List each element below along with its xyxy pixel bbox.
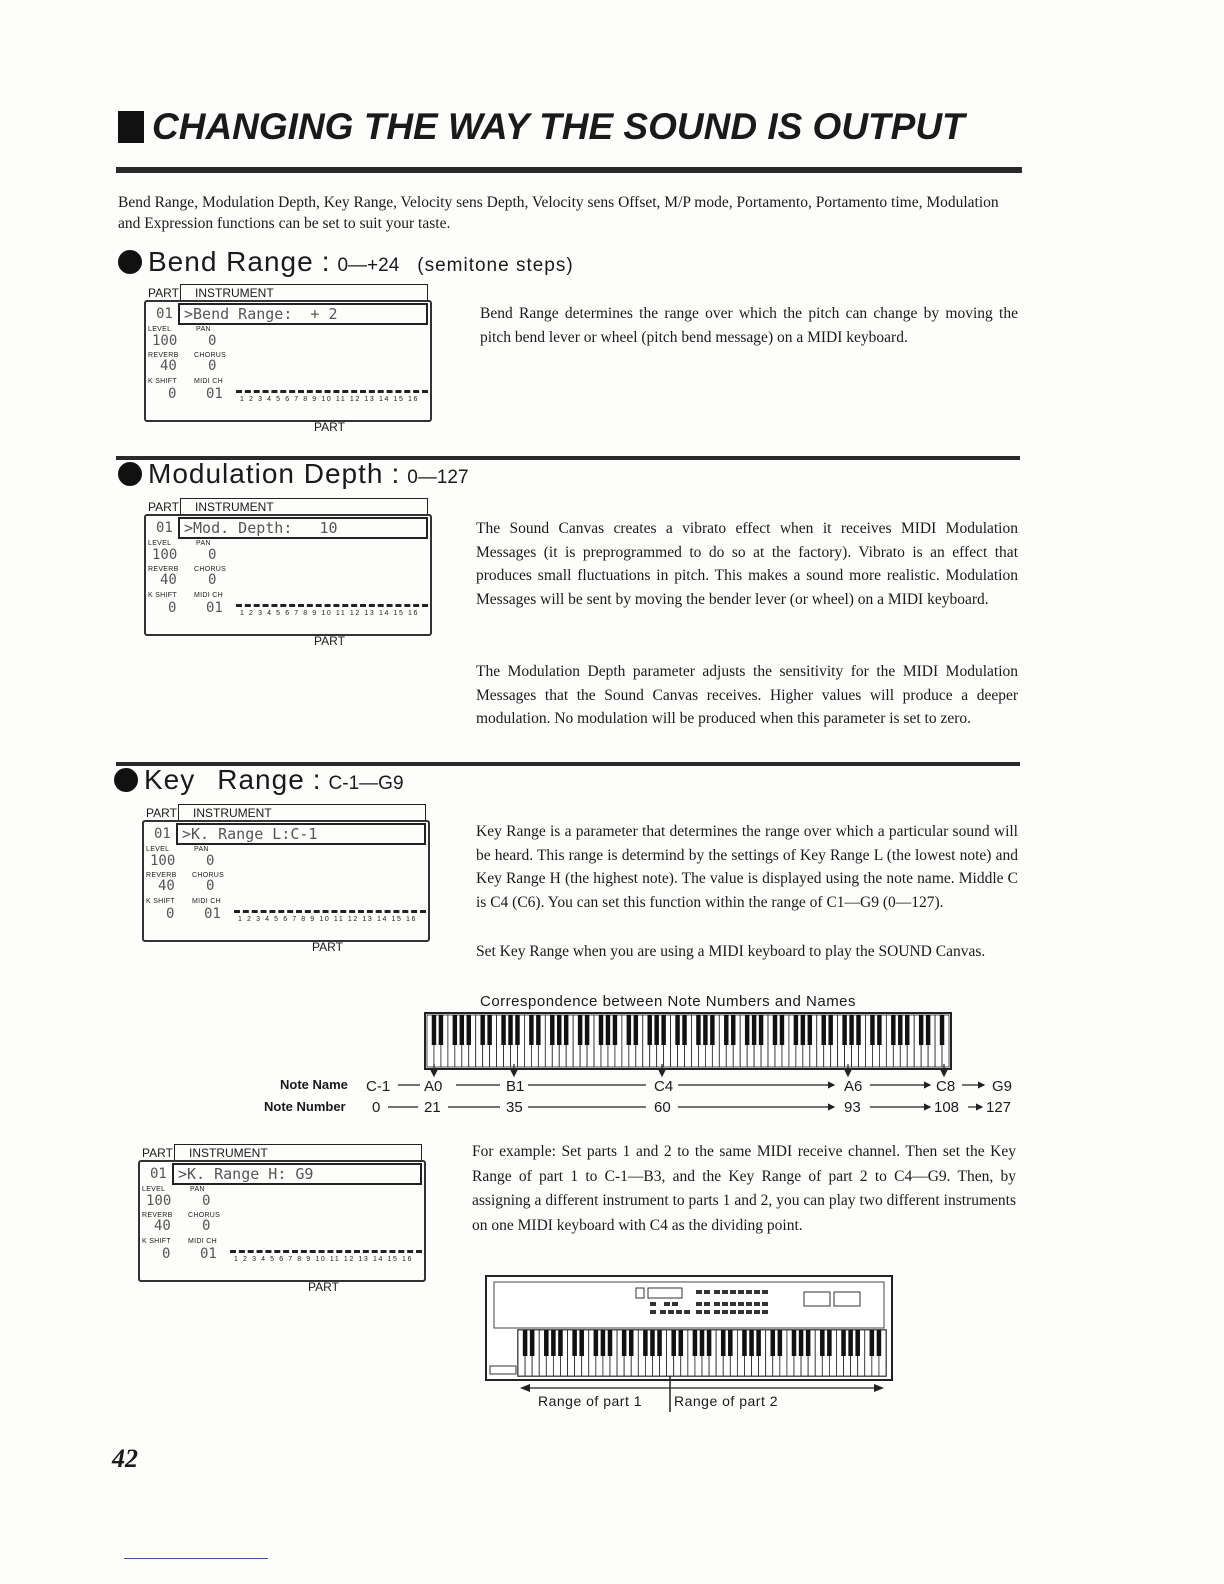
black-key (544, 1330, 549, 1356)
lcd-kshift-label: K SHIFT (148, 378, 177, 385)
section-range: 0—+24 (337, 255, 400, 276)
lcd-midich-label: MIDI CH (188, 1238, 217, 1245)
note-correspondence-arrows (360, 1062, 1020, 1122)
black-key (940, 1015, 944, 1045)
black-key (643, 1330, 648, 1356)
black-key (724, 1015, 728, 1045)
lcd-pan-label: PAN (194, 846, 209, 853)
black-key (657, 1330, 662, 1356)
black-key (453, 1015, 457, 1045)
lcd-display-key-range-low (142, 806, 432, 956)
black-key (742, 1330, 747, 1356)
lcd-part-digits: 1 2 3 4 5 6 7 8 9 10 11 12 13 14 15 16 (240, 396, 419, 403)
note-name-a6: A6 (844, 1078, 863, 1095)
black-key (679, 1330, 684, 1356)
black-key (926, 1015, 930, 1045)
section-range: 0—127 (407, 467, 469, 488)
black-key (432, 1015, 436, 1045)
note-number-35: 35 (506, 1099, 523, 1116)
lcd-kshift-value: 0 (168, 600, 177, 616)
black-key (905, 1015, 909, 1045)
footer-rule (124, 1558, 268, 1559)
lcd-part-meter (230, 1250, 422, 1253)
lcd-chorus-value: 0 (206, 878, 215, 894)
lcd-chorus-label: CHORUS (192, 872, 225, 879)
black-key (849, 1015, 853, 1045)
lcd-parameter-text: >K. Range L:C-1 (176, 823, 426, 845)
lcd-parameter-text: >K. Range H: G9 (172, 1163, 422, 1185)
lcd-level-value: 100 (150, 853, 176, 869)
lcd-part-digits: 1 2 3 4 5 6 7 8 9 10 11 12 13 14 15 16 (238, 916, 417, 923)
black-key (487, 1015, 491, 1045)
black-key (919, 1015, 923, 1045)
page-title (118, 106, 965, 148)
black-key (523, 1330, 528, 1356)
black-key (572, 1330, 577, 1356)
section-colon: : (312, 764, 321, 795)
black-key (891, 1015, 895, 1045)
black-key (828, 1015, 832, 1045)
black-key (654, 1015, 658, 1045)
range-part-2-label: Range of part 2 (674, 1393, 779, 1409)
black-key (564, 1015, 568, 1045)
black-key (530, 1330, 535, 1356)
black-key (613, 1015, 617, 1045)
black-key (877, 1330, 882, 1356)
note-number-21: 21 (424, 1099, 441, 1116)
note-number-127: 127 (986, 1099, 1012, 1116)
bullet-icon (118, 250, 142, 274)
note-number-108: 108 (934, 1099, 960, 1116)
black-key (508, 1015, 512, 1045)
black-key (821, 1015, 825, 1045)
black-key (856, 1015, 860, 1045)
black-key (536, 1015, 540, 1045)
lcd-kshift-value: 0 (168, 386, 177, 402)
lcd-kshift-label: K SHIFT (142, 1238, 171, 1245)
section-name: Key (144, 764, 196, 795)
black-key (693, 1330, 698, 1356)
key-range-heading (114, 764, 404, 796)
black-key (606, 1015, 610, 1045)
lcd-chorus-label: CHORUS (194, 566, 227, 573)
key-range-description: Key Range is a parameter that determines the range over which a particular sound will be heard. This range is determind by the settings of Key Range L (the lowest note) and Key Range H (the highest note). The value is displayed using the note name. Middle C is C4 (C6). You can set this function within the range of C1—G9 (0—127). (476, 823, 1018, 911)
black-key (728, 1330, 733, 1356)
bend-range-description: Bend Range determines the range over which the pitch can change by moving the pitch bend lever or wheel (pitch bend message) on a MIDI keyboard. (480, 305, 1018, 346)
lcd-parameter-text: >Bend Range: + 2 (178, 303, 428, 325)
black-key (529, 1015, 533, 1045)
title-text: CHANGING THE WAY THE SOUND IS OUTPUT (152, 106, 965, 147)
lcd-pan-label: PAN (196, 540, 211, 547)
lcd-reverb-label: REVERB (148, 352, 179, 359)
lcd-reverb-value: 40 (158, 878, 175, 894)
key-range-description-b: Set Key Range when you are using a MIDI keyboard to play the SOUND Canvas. (476, 943, 986, 960)
lcd-kshift-value: 0 (166, 906, 175, 922)
lcd-part-number: 01 (154, 826, 171, 842)
black-key (756, 1330, 761, 1356)
black-key (439, 1015, 443, 1045)
note-name-c4: C4 (654, 1078, 674, 1095)
bullet-icon (114, 768, 138, 792)
black-key (515, 1015, 519, 1045)
black-key (745, 1015, 749, 1045)
lcd-reverb-label: REVERB (146, 872, 177, 879)
black-key (480, 1015, 484, 1045)
key-range-example: For example: Set parts 1 and 2 to the same MIDI receive channel. Then set the Key Range of part 1 to C-1—B3, and the Key Range of part 2 to C4—G9. Then, by assigning a different instrument to parts 1 and 2, you can play two different instruments on one MIDI keyboard with C4 as the dividing point. (472, 1143, 1016, 1234)
lcd-instrument-label: INSTRUMENT (174, 1144, 422, 1160)
note-number-label: Note Number (264, 1099, 346, 1114)
black-key (752, 1015, 756, 1045)
black-key (731, 1015, 735, 1045)
lcd-pan-value: 0 (206, 853, 215, 869)
lcd-instrument-label: INSTRUMENT (178, 804, 426, 820)
bullet-icon (118, 462, 142, 486)
lcd-parameter-text: >Mod. Depth: 10 (178, 517, 428, 539)
note-name-label: Note Name (280, 1077, 348, 1092)
black-key (707, 1330, 712, 1356)
black-key (627, 1015, 631, 1045)
lcd-part-number: 01 (156, 306, 173, 322)
lcd-midich-value: 01 (206, 386, 223, 402)
lcd-display-key-range-high (138, 1146, 428, 1296)
section-colon: : (391, 458, 400, 489)
lcd-chorus-value: 0 (208, 572, 217, 588)
lcd-midich-label: MIDI CH (194, 378, 223, 385)
black-key (551, 1330, 556, 1356)
black-key (599, 1015, 603, 1045)
black-key (808, 1015, 812, 1045)
page-number: 42 (112, 1444, 138, 1473)
lcd-part-digits: 1 2 3 4 5 6 7 8 9 10 11 12 13 14 15 16 (240, 610, 419, 617)
black-key (801, 1015, 805, 1045)
black-key (467, 1015, 471, 1045)
lcd-reverb-label: REVERB (142, 1212, 173, 1219)
lcd-display-modulation (144, 500, 434, 650)
modulation-depth-heading (118, 458, 469, 490)
black-key (721, 1330, 726, 1356)
black-key (622, 1330, 627, 1356)
lcd-instrument-label: INSTRUMENT (180, 284, 428, 300)
lcd-chorus-label: CHORUS (194, 352, 227, 359)
lcd-level-value: 100 (146, 1193, 172, 1209)
modulation-description-1: The Sound Canvas creates a vibrato effect when it receives MIDI Modulation Messages (it is preprogrammed to do so at the factory). Vibrato is an effect that produces small fluctuations in pitch. This makes a sound more realistic. Modulation Messages will be sent by moving the bender lever (or wheel) on a MIDI keyboard. (476, 520, 1018, 608)
black-key (579, 1330, 584, 1356)
lcd-level-value: 100 (152, 547, 178, 563)
black-key (700, 1330, 705, 1356)
black-key (842, 1015, 846, 1045)
note-name-a0: A0 (424, 1078, 443, 1095)
black-key (848, 1330, 853, 1356)
black-key (696, 1015, 700, 1045)
black-key (629, 1330, 634, 1356)
black-key (557, 1015, 561, 1045)
note-name-b1: B1 (506, 1078, 525, 1095)
lcd-pan-value: 0 (202, 1193, 211, 1209)
lcd-midich-label: MIDI CH (194, 592, 223, 599)
lcd-midich-value: 01 (200, 1246, 217, 1262)
black-key (773, 1015, 777, 1045)
modulation-description-2: The Modulation Depth parameter adjusts the sensitivity for the MIDI Modulation Messages that the Sound Canvas receives. Higher values will produce a deeper modulation. No modulation will be produced when this parameter is set to zero. (476, 663, 1018, 727)
section-name: Modulation Depth (148, 458, 384, 489)
lcd-level-label: LEVEL (146, 846, 170, 853)
section-name: Bend Range (148, 246, 314, 277)
section-colon: : (321, 246, 330, 277)
lcd-midich-value: 01 (206, 600, 223, 616)
lcd-chorus-label: CHORUS (188, 1212, 221, 1219)
black-key (771, 1330, 776, 1356)
black-key (820, 1330, 825, 1356)
black-key (647, 1015, 651, 1045)
lcd-kshift-label: K SHIFT (148, 592, 177, 599)
lcd-display-bend (144, 286, 434, 436)
black-key (650, 1330, 655, 1356)
section-name-2: Range (217, 764, 305, 795)
range-part-1-label: Range of part 1 (538, 1393, 643, 1409)
section-unit: (semitone steps) (417, 255, 574, 276)
black-key (749, 1330, 754, 1356)
black-key (780, 1015, 784, 1045)
black-key (578, 1015, 582, 1045)
square-bullet-icon (118, 111, 144, 143)
note-name-c8: C8 (936, 1078, 956, 1095)
black-key (558, 1330, 563, 1356)
black-key (550, 1015, 554, 1045)
black-key (759, 1015, 763, 1045)
lcd-reverb-value: 40 (154, 1218, 171, 1234)
black-key (703, 1015, 707, 1045)
lcd-part-label: PART (142, 1146, 173, 1160)
lcd-reverb-label: REVERB (148, 566, 179, 573)
lcd-instrument-label: INSTRUMENT (180, 498, 428, 514)
bend-range-heading (118, 246, 574, 278)
black-key (794, 1015, 798, 1045)
black-key (661, 1015, 665, 1045)
correspondence-title: Correspondence between Note Numbers and Names (480, 993, 857, 1010)
black-key (870, 1330, 875, 1356)
intro-paragraph: Bend Range, Modulation Depth, Key Range, Velocity sens Depth, Velocity sens Offset, M/P mode, Portamento, Portamento time, Modulation and Expression functions can be set to suit your taste. (118, 194, 999, 232)
note-number-0: 0 (372, 1099, 381, 1116)
lcd-chorus-value: 0 (202, 1218, 211, 1234)
black-key (870, 1015, 874, 1045)
lcd-midich-label: MIDI CH (192, 898, 221, 905)
black-key (898, 1015, 902, 1045)
lcd-level-value: 100 (152, 333, 178, 349)
lcd-footer-label: PART (314, 634, 345, 648)
lcd-part-digits: 1 2 3 4 5 6 7 8 9 10 11 12 13 14 15 16 (234, 1256, 413, 1263)
black-key (806, 1330, 811, 1356)
lcd-pan-label: PAN (190, 1186, 205, 1193)
black-key (827, 1330, 832, 1356)
black-key (855, 1330, 860, 1356)
lcd-reverb-value: 40 (160, 358, 177, 374)
black-key (778, 1330, 783, 1356)
lcd-kshift-label: K SHIFT (146, 898, 175, 905)
lcd-part-label: PART (148, 286, 179, 300)
lcd-part-meter (236, 390, 428, 393)
lcd-level-label: LEVEL (148, 540, 172, 547)
lcd-pan-value: 0 (208, 333, 217, 349)
lcd-footer-label: PART (308, 1280, 339, 1294)
title-rule (116, 167, 1022, 173)
lcd-chorus-value: 0 (208, 358, 217, 374)
lcd-footer-label: PART (314, 420, 345, 434)
lcd-kshift-value: 0 (162, 1246, 171, 1262)
lcd-part-number: 01 (156, 520, 173, 536)
lcd-reverb-value: 40 (160, 572, 177, 588)
lcd-part-label: PART (148, 500, 179, 514)
lcd-part-label: PART (146, 806, 177, 820)
lcd-part-meter (236, 604, 428, 607)
black-key (675, 1015, 679, 1045)
black-key (799, 1330, 804, 1356)
black-key (841, 1330, 846, 1356)
black-key (682, 1015, 686, 1045)
black-key (594, 1330, 599, 1356)
lcd-part-meter (234, 910, 426, 913)
black-key (501, 1015, 505, 1045)
black-key (601, 1330, 606, 1356)
black-key (460, 1015, 464, 1045)
note-number-93: 93 (844, 1099, 861, 1116)
black-key (710, 1015, 714, 1045)
black-key (585, 1015, 589, 1045)
black-key (608, 1330, 613, 1356)
note-number-60: 60 (654, 1099, 671, 1116)
black-key (634, 1015, 638, 1045)
black-key (792, 1330, 797, 1356)
section-range: C-1—G9 (328, 773, 404, 794)
lcd-pan-label: PAN (196, 326, 211, 333)
black-key (671, 1330, 676, 1356)
lcd-level-label: LEVEL (142, 1186, 166, 1193)
note-name-g9: G9 (992, 1078, 1013, 1095)
lcd-footer-label: PART (312, 940, 343, 954)
lcd-pan-value: 0 (208, 547, 217, 563)
lcd-level-label: LEVEL (148, 326, 172, 333)
black-key (877, 1015, 881, 1045)
note-name-c-1: C-1 (366, 1078, 391, 1095)
lcd-part-number: 01 (150, 1166, 167, 1182)
lcd-midich-value: 01 (204, 906, 221, 922)
